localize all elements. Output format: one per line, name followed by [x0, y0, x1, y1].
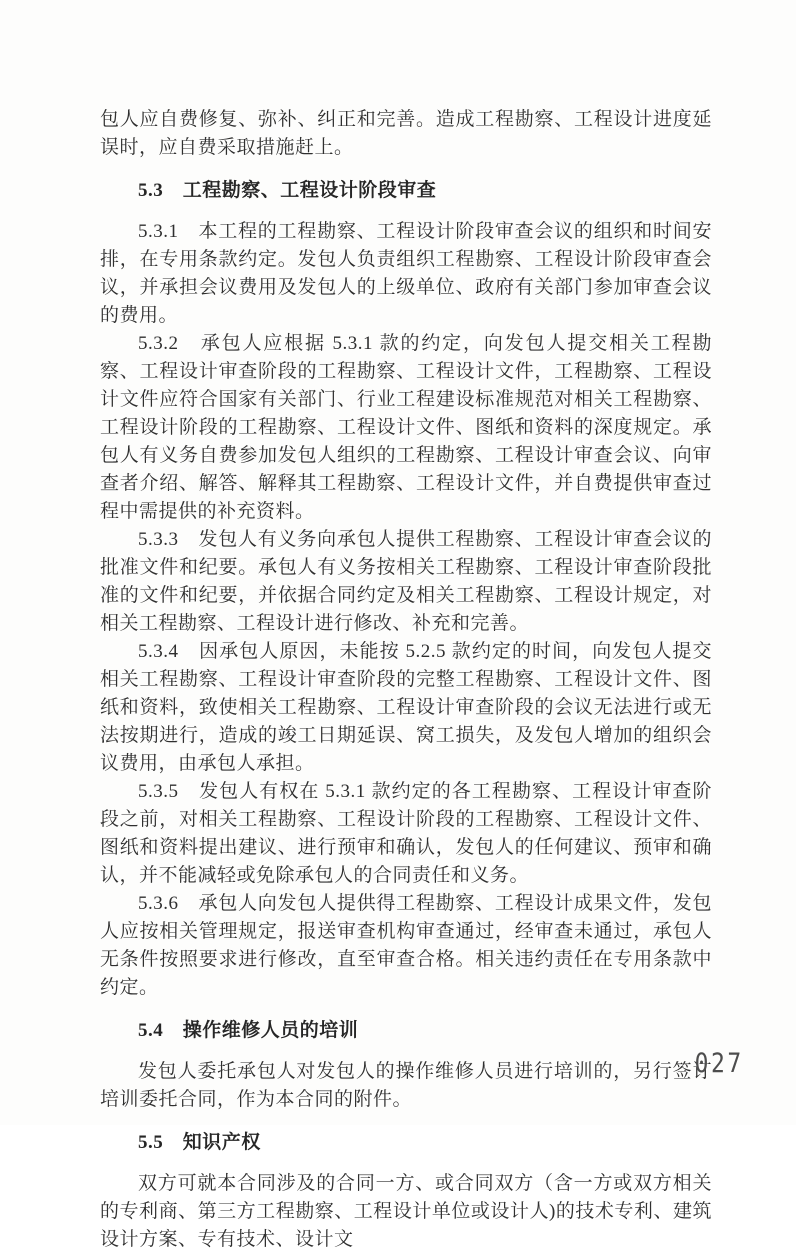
document-body [100, 106, 712, 1254]
section-heading-5-4: 5.4 操作维修人员的培训 [138, 1020, 359, 1041]
clause-5-3-3: 5.3.3 发包人有义务向承包人提供工程勘察、工程设计审查会议的批准文件和纪要。承包人有义务按相关工程勘察、工程设计审查阶段批准的文件和纪要，并依据合同约定及相关工程勘察、工程设计规定，对相关工程勘察、工程设计进行修改、补充和完善。 [100, 529, 712, 634]
paragraph-continuation: 包人应自费修复、弥补、纠正和完善。造成工程勘察、工程设计进度延误时，应自费采取措施赶上。 [100, 109, 712, 158]
paragraph-5-4: 发包人委托承包人对发包人的操作维修人员进行培训的，另行签订培训委托合同，作为本合同的附件。 [100, 1061, 712, 1110]
clause-5-3-1: 5.3.1 本工程的工程勘察、工程设计阶段审查会议的组织和时间安排，在专用条款约定。发包人负责组织工程勘察、工程设计阶段审查会议，并承担会议费用及发包人的上级单位、政府有关部门参加审查会议的费用。 [100, 221, 712, 326]
clause-5-3-6: 5.3.6 承包人向发包人提供得工程勘察、工程设计成果文件，发包人应按相关管理规定，报送审查机构审查通过，经审查未通过，承包人无条件按照要求进行修改，直至审查合格。相关违约责任在专用条款中约定。 [100, 893, 712, 998]
page-number: 027 [694, 1048, 744, 1079]
clause-5-3-5: 5.3.5 发包人有权在 5.3.1 款约定的各工程勘察、工程设计审查阶段之前，对相关工程勘察、工程设计阶段的工程勘察、工程设计文件、图纸和资料提出建议、进行预审和确认，发包人的任何建议、预审和确认，并不能减轻或免除承包人的合同责任和义务。 [100, 781, 712, 886]
section-heading-5-5: 5.5 知识产权 [138, 1132, 261, 1153]
paragraph-5-5: 双方可就本合同涉及的合同一方、或合同双方（含一方或双方相关的专利商、第三方工程勘察、工程设计单位或设计人)的技术专利、建筑设计方案、专有技术、设计文 [100, 1173, 712, 1250]
section-heading-5-3: 5.3 工程勘察、工程设计阶段审查 [138, 180, 437, 201]
clause-5-3-4: 5.3.4 因承包人原因，未能按 5.2.5 款约定的时间，向发包人提交相关工程勘察、工程设计审查阶段的完整工程勘察、工程设计文件、图纸和资料，致使相关工程勘察、工程设计审查阶段的会议无法进行或无法按期进行，造成的竣工日期延误、窝工损失，及发包人增加的组织会议费用，由承包人承担。 [100, 641, 712, 774]
clause-5-3-2: 5.3.2 承包人应根据 5.3.1 款的约定，向发包人提交相关工程勘察、工程设计审查阶段的工程勘察、工程设计文件，工程勘察、工程设计文件应符合国家有关部门、行业工程建设标准规范对相关工程勘察、工程设计阶段的工程勘察、工程设计文件、图纸和资料的深度规定。承包人有义务自费参加发包人组织的工程勘察、工程设计审查会议、向审查者介绍、解答、解释其工程勘察、工程设计文件，并自费提供审查过程中需提供的补充资料。 [100, 333, 712, 522]
